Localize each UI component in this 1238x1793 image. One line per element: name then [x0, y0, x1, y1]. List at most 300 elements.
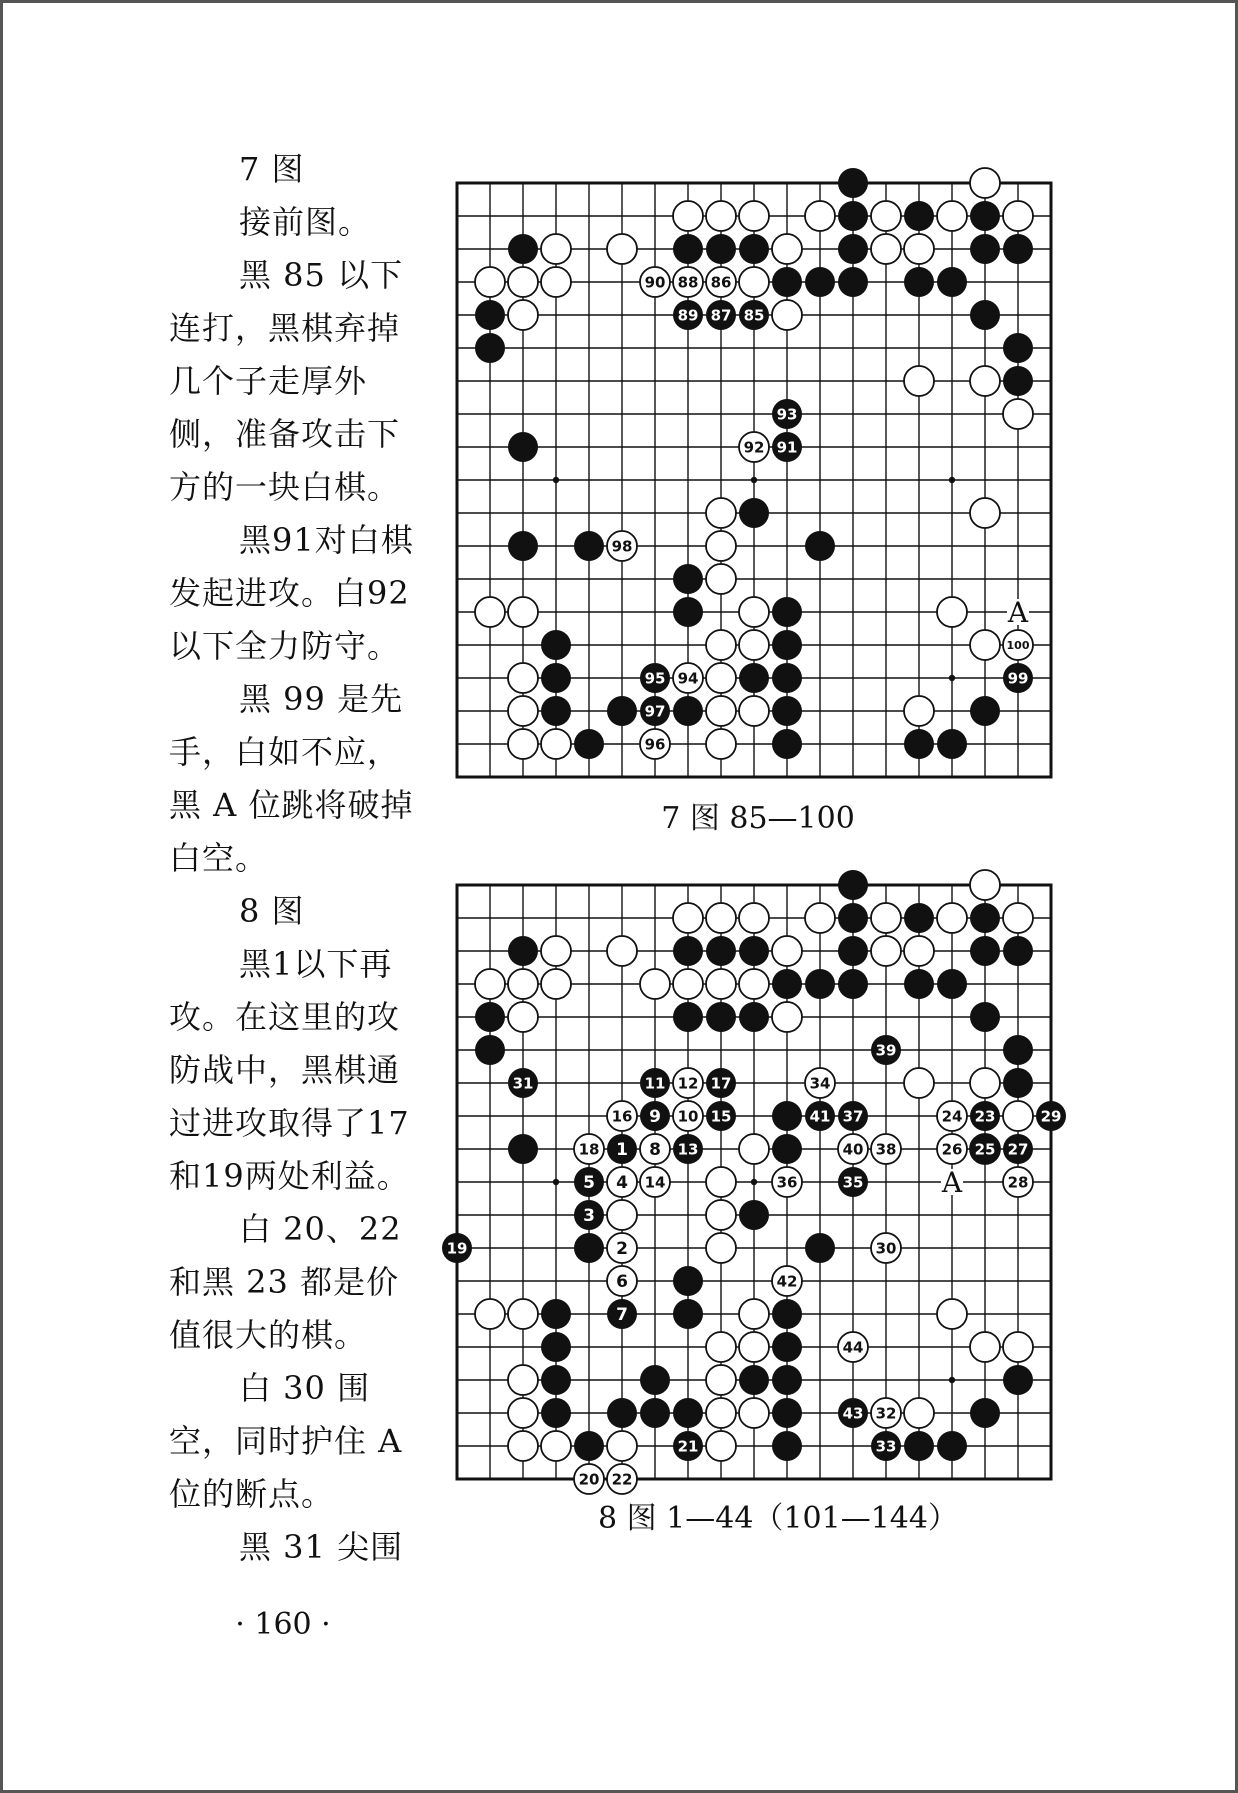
white-stone: [970, 168, 1000, 198]
white-stone: [970, 630, 1000, 660]
white-stone: [706, 1431, 736, 1461]
black-stone: [541, 663, 571, 693]
white-stone: [673, 201, 703, 231]
white-stone: [706, 630, 736, 660]
black-stone-numbered: [1036, 1101, 1066, 1131]
white-stone: [937, 1299, 967, 1329]
move-number: 5: [583, 1173, 595, 1194]
black-stone-numbered: [970, 1134, 1000, 1164]
white-stone-numbered: [640, 729, 670, 759]
white-stone: [706, 498, 736, 528]
black-stone: [772, 729, 802, 759]
move-number: 94: [677, 669, 699, 688]
black-stone-numbered: [640, 1068, 670, 1098]
black-stone: [541, 1332, 571, 1362]
white-stone-numbered: [871, 1233, 901, 1263]
black-stone: [838, 168, 868, 198]
white-stone: [805, 903, 835, 933]
black-stone: [541, 1398, 571, 1428]
white-stone-numbered: [673, 663, 703, 693]
move-number: 88: [677, 273, 699, 292]
heading-diagram-8: 8 图: [239, 892, 305, 930]
black-stone: [739, 234, 769, 264]
move-number: 14: [644, 1173, 666, 1192]
black-stone: [772, 1332, 802, 1362]
white-stone: [706, 1332, 736, 1362]
white-stone-numbered: [673, 1068, 703, 1098]
move-number: 15: [710, 1107, 732, 1126]
white-stone: [706, 696, 736, 726]
black-stone-numbered: [673, 1134, 703, 1164]
white-stone: [739, 630, 769, 660]
white-stone: [739, 1299, 769, 1329]
move-number: 90: [644, 273, 666, 292]
move-number: 20: [578, 1470, 600, 1489]
white-stone: [772, 300, 802, 330]
paragraph: 白 20、22 和黑 23 都是价值很大的棋。: [169, 1210, 402, 1354]
black-stone: [970, 234, 1000, 264]
white-stone: [904, 1398, 934, 1428]
black-stone-numbered: [706, 300, 736, 330]
white-stone: [508, 597, 538, 627]
white-stone-numbered: [607, 1233, 637, 1263]
move-number: 32: [875, 1404, 897, 1423]
black-stone: [673, 234, 703, 264]
black-stone: [838, 969, 868, 999]
white-stone-numbered: [640, 267, 670, 297]
white-stone-numbered: [805, 1068, 835, 1098]
white-stone-numbered: [1003, 630, 1033, 660]
white-stone-numbered: [772, 1266, 802, 1296]
move-number: 86: [710, 273, 732, 292]
black-stone: [673, 1266, 703, 1296]
black-stone: [640, 1398, 670, 1428]
black-stone: [838, 267, 868, 297]
move-number: 31: [512, 1074, 534, 1093]
move-number: 9: [649, 1107, 661, 1128]
black-stone: [937, 729, 967, 759]
white-stone-numbered: [607, 1464, 637, 1494]
white-stone: [772, 936, 802, 966]
black-stone: [673, 597, 703, 627]
white-stone: [739, 1332, 769, 1362]
white-stone: [541, 936, 571, 966]
black-stone-numbered: [640, 696, 670, 726]
white-stone: [508, 729, 538, 759]
black-stone: [838, 870, 868, 900]
white-stone: [1003, 1101, 1033, 1131]
black-stone-numbered: [772, 399, 802, 429]
black-stone: [838, 936, 868, 966]
black-stone: [805, 531, 835, 561]
white-stone: [541, 729, 571, 759]
black-stone-numbered: [1003, 663, 1033, 693]
black-stone: [904, 1431, 934, 1461]
white-stone-numbered: [640, 1134, 670, 1164]
black-stone: [970, 201, 1000, 231]
move-number: 36: [776, 1173, 798, 1192]
black-stone: [475, 1035, 505, 1065]
white-stone: [904, 696, 934, 726]
black-stone: [1003, 936, 1033, 966]
white-stone: [871, 201, 901, 231]
black-stone: [1003, 366, 1033, 396]
move-number: 41: [809, 1107, 831, 1126]
black-stone-numbered: [706, 1101, 736, 1131]
black-stone: [508, 234, 538, 264]
white-stone: [607, 1431, 637, 1461]
black-stone: [508, 1134, 538, 1164]
white-stone: [673, 903, 703, 933]
go-diagram-8: [443, 865, 1073, 1489]
black-stone: [673, 1002, 703, 1032]
white-stone: [607, 234, 637, 264]
white-stone-numbered: [937, 1101, 967, 1131]
black-stone: [970, 936, 1000, 966]
white-stone: [640, 969, 670, 999]
black-stone: [673, 696, 703, 726]
move-number: 6: [616, 1272, 628, 1293]
white-stone: [772, 1002, 802, 1032]
black-stone: [1003, 234, 1033, 264]
paragraph: 黑 31 尖围: [239, 1528, 404, 1566]
white-stone: [475, 1299, 505, 1329]
black-stone: [739, 498, 769, 528]
white-stone: [508, 1299, 538, 1329]
black-stone: [772, 1299, 802, 1329]
black-stone: [1003, 1365, 1033, 1395]
black-stone-numbered: [673, 300, 703, 330]
black-stone: [673, 1398, 703, 1428]
black-stone-numbered: [640, 1101, 670, 1131]
move-number: 2: [616, 1239, 628, 1260]
white-stone-numbered: [607, 531, 637, 561]
black-stone: [772, 267, 802, 297]
black-stone-numbered: [574, 1200, 604, 1230]
white-stone: [871, 234, 901, 264]
white-stone: [739, 903, 769, 933]
paragraph: 接前图。: [239, 203, 372, 241]
white-stone: [673, 969, 703, 999]
black-stone: [772, 630, 802, 660]
black-stone-numbered: [574, 1167, 604, 1197]
black-stone: [673, 936, 703, 966]
black-stone: [508, 936, 538, 966]
move-number: 21: [677, 1437, 699, 1456]
black-stone: [541, 1299, 571, 1329]
black-stone: [772, 1431, 802, 1461]
black-stone: [772, 1134, 802, 1164]
white-stone: [706, 969, 736, 999]
commentary-text: [169, 143, 419, 1574]
black-stone: [574, 1431, 604, 1461]
white-stone: [508, 1365, 538, 1395]
black-stone: [673, 564, 703, 594]
black-stone: [475, 300, 505, 330]
black-stone: [739, 1002, 769, 1032]
move-number: 13: [677, 1140, 699, 1159]
black-stone: [541, 630, 571, 660]
white-stone: [706, 1398, 736, 1428]
move-number: 35: [842, 1173, 864, 1192]
white-stone: [508, 267, 538, 297]
black-stone: [772, 1365, 802, 1395]
white-stone: [706, 663, 736, 693]
black-stone: [772, 597, 802, 627]
black-stone: [904, 267, 934, 297]
move-number: 37: [842, 1107, 864, 1126]
white-stone: [937, 201, 967, 231]
black-stone-numbered: [871, 1431, 901, 1461]
move-number: 100: [1006, 638, 1030, 652]
white-stone: [739, 597, 769, 627]
black-stone-numbered: [1003, 1134, 1033, 1164]
white-stone-numbered: [772, 1167, 802, 1197]
black-stone: [805, 267, 835, 297]
move-number: 11: [644, 1074, 666, 1093]
move-number: 38: [875, 1140, 897, 1159]
move-number: 42: [776, 1272, 798, 1291]
move-number: 92: [743, 438, 765, 457]
white-stone: [508, 663, 538, 693]
black-stone: [970, 696, 1000, 726]
move-number: 24: [941, 1107, 963, 1126]
white-stone-numbered: [871, 1134, 901, 1164]
white-stone-numbered: [574, 1464, 604, 1494]
white-stone: [937, 903, 967, 933]
white-stone: [739, 201, 769, 231]
black-stone: [904, 201, 934, 231]
black-stone: [739, 663, 769, 693]
white-stone-numbered: [607, 1101, 637, 1131]
black-stone: [640, 1365, 670, 1395]
black-stone: [805, 969, 835, 999]
black-stone: [574, 729, 604, 759]
black-stone-numbered: [739, 300, 769, 330]
paragraph: 黑1以下再攻。在这里的攻防战中，黑棋通过进攻取得了17和19两处利益。: [169, 945, 410, 1195]
move-number: 17: [710, 1074, 732, 1093]
move-number: 95: [644, 669, 666, 688]
black-stone: [970, 903, 1000, 933]
black-stone: [772, 1398, 802, 1428]
move-number: 91: [776, 438, 798, 457]
white-stone: [706, 903, 736, 933]
move-number: 40: [842, 1140, 864, 1159]
black-stone: [838, 903, 868, 933]
white-stone: [970, 1332, 1000, 1362]
move-number: 97: [644, 702, 666, 721]
white-stone: [904, 936, 934, 966]
black-stone-numbered: [673, 1431, 703, 1461]
black-stone: [706, 234, 736, 264]
move-number: 16: [611, 1107, 633, 1126]
black-stone: [739, 1365, 769, 1395]
page-number: · 160 ·: [235, 1607, 331, 1642]
white-stone: [706, 201, 736, 231]
white-stone: [607, 936, 637, 966]
white-stone-numbered: [607, 1167, 637, 1197]
white-stone-numbered: [706, 267, 736, 297]
black-stone-numbered: [838, 1167, 868, 1197]
white-stone: [706, 1200, 736, 1230]
white-stone: [541, 234, 571, 264]
black-stone: [706, 936, 736, 966]
move-number: 98: [611, 537, 633, 556]
go-diagram-7: [443, 163, 1073, 773]
black-stone-numbered: [805, 1101, 835, 1131]
white-stone: [904, 1068, 934, 1098]
white-stone: [970, 498, 1000, 528]
white-stone-numbered: [838, 1134, 868, 1164]
black-stone: [772, 696, 802, 726]
black-stone: [1003, 1035, 1033, 1065]
white-stone: [1003, 903, 1033, 933]
move-number: 10: [677, 1107, 699, 1126]
move-number: 27: [1007, 1140, 1029, 1159]
black-stone: [838, 201, 868, 231]
move-number: 39: [875, 1041, 897, 1060]
move-number: 96: [644, 735, 666, 754]
white-stone: [706, 1233, 736, 1263]
black-stone: [673, 1299, 703, 1329]
black-stone-numbered: [607, 1134, 637, 1164]
black-stone: [607, 696, 637, 726]
move-number: 4: [616, 1173, 628, 1194]
white-stone: [739, 696, 769, 726]
black-stone-numbered: [706, 1068, 736, 1098]
white-stone-numbered: [937, 1134, 967, 1164]
black-stone: [772, 663, 802, 693]
white-stone: [1003, 399, 1033, 429]
black-stone: [904, 903, 934, 933]
white-stone-numbered: [673, 1101, 703, 1131]
white-stone: [970, 366, 1000, 396]
move-number: 8: [649, 1140, 661, 1161]
move-number: 23: [974, 1107, 996, 1126]
black-stone: [508, 531, 538, 561]
white-stone: [706, 564, 736, 594]
black-stone: [937, 969, 967, 999]
black-stone-numbered: [772, 432, 802, 462]
black-stone: [970, 1002, 1000, 1032]
white-stone: [970, 870, 1000, 900]
white-stone: [739, 267, 769, 297]
white-stone: [706, 531, 736, 561]
point-label: A: [1007, 596, 1029, 629]
white-stone: [475, 597, 505, 627]
move-number: 3: [583, 1206, 595, 1227]
diagram-8-caption: 8 图 1—44（101—144）: [598, 1501, 958, 1536]
black-stone: [475, 333, 505, 363]
black-stone: [706, 1002, 736, 1032]
black-stone-numbered: [970, 1101, 1000, 1131]
black-stone: [739, 1200, 769, 1230]
white-stone: [508, 300, 538, 330]
move-number: 43: [842, 1404, 864, 1423]
black-stone: [475, 1002, 505, 1032]
white-stone: [739, 1398, 769, 1428]
white-stone: [706, 729, 736, 759]
black-stone: [937, 267, 967, 297]
black-stone: [607, 1398, 637, 1428]
black-stone: [739, 936, 769, 966]
black-stone-numbered: [442, 1233, 472, 1263]
move-number: 33: [875, 1437, 897, 1456]
move-number: 25: [974, 1140, 996, 1159]
white-stone-numbered: [1003, 1167, 1033, 1197]
move-number: 30: [875, 1239, 897, 1258]
paragraph: 黑91对白棋发起进攻。白92以下全力防守。: [169, 521, 414, 665]
white-stone: [871, 903, 901, 933]
move-number: 99: [1007, 669, 1029, 688]
move-number: 93: [776, 405, 798, 424]
black-stone: [970, 300, 1000, 330]
black-stone-numbered: [640, 663, 670, 693]
black-stone: [574, 531, 604, 561]
white-stone: [937, 597, 967, 627]
white-stone: [706, 1167, 736, 1197]
black-stone-numbered: [838, 1101, 868, 1131]
black-stone: [772, 1101, 802, 1131]
move-number: 29: [1040, 1107, 1062, 1126]
white-stone-numbered: [838, 1332, 868, 1362]
move-number: 34: [809, 1074, 831, 1093]
white-stone: [871, 936, 901, 966]
white-stone: [541, 267, 571, 297]
paragraph: 黑 85 以下连打，黑棋弃掉几个子走厚外侧，准备攻击下方的一块白棋。: [169, 256, 404, 506]
move-number: 18: [578, 1140, 600, 1159]
white-stone: [508, 696, 538, 726]
white-stone: [706, 1365, 736, 1395]
white-stone: [508, 969, 538, 999]
white-stone: [739, 969, 769, 999]
white-stone: [904, 366, 934, 396]
white-stone: [1003, 1332, 1033, 1362]
white-stone-numbered: [574, 1134, 604, 1164]
black-stone: [904, 729, 934, 759]
white-stone: [508, 1002, 538, 1032]
diagram-7-caption: 7 图 85—100: [661, 801, 855, 836]
white-stone-numbered: [871, 1398, 901, 1428]
white-stone: [508, 1398, 538, 1428]
move-number: 85: [743, 306, 765, 325]
black-stone: [838, 234, 868, 264]
white-stone: [475, 267, 505, 297]
move-number: 22: [611, 1470, 633, 1489]
black-stone: [904, 969, 934, 999]
white-stone: [541, 1431, 571, 1461]
white-stone: [772, 234, 802, 264]
white-stone: [805, 201, 835, 231]
white-stone-numbered: [739, 432, 769, 462]
black-stone: [805, 1233, 835, 1263]
point-label: A: [941, 1166, 963, 1199]
white-stone: [904, 234, 934, 264]
black-stone: [1003, 333, 1033, 363]
white-stone: [541, 969, 571, 999]
black-stone-numbered: [871, 1035, 901, 1065]
white-stone-numbered: [673, 267, 703, 297]
black-stone-numbered: [508, 1068, 538, 1098]
move-number: 7: [616, 1305, 628, 1326]
move-number: 19: [446, 1239, 468, 1258]
white-stone-numbered: [607, 1266, 637, 1296]
white-stone: [508, 1431, 538, 1461]
black-stone: [574, 1233, 604, 1263]
white-stone: [475, 969, 505, 999]
white-stone: [739, 1134, 769, 1164]
move-number: 89: [677, 306, 699, 325]
